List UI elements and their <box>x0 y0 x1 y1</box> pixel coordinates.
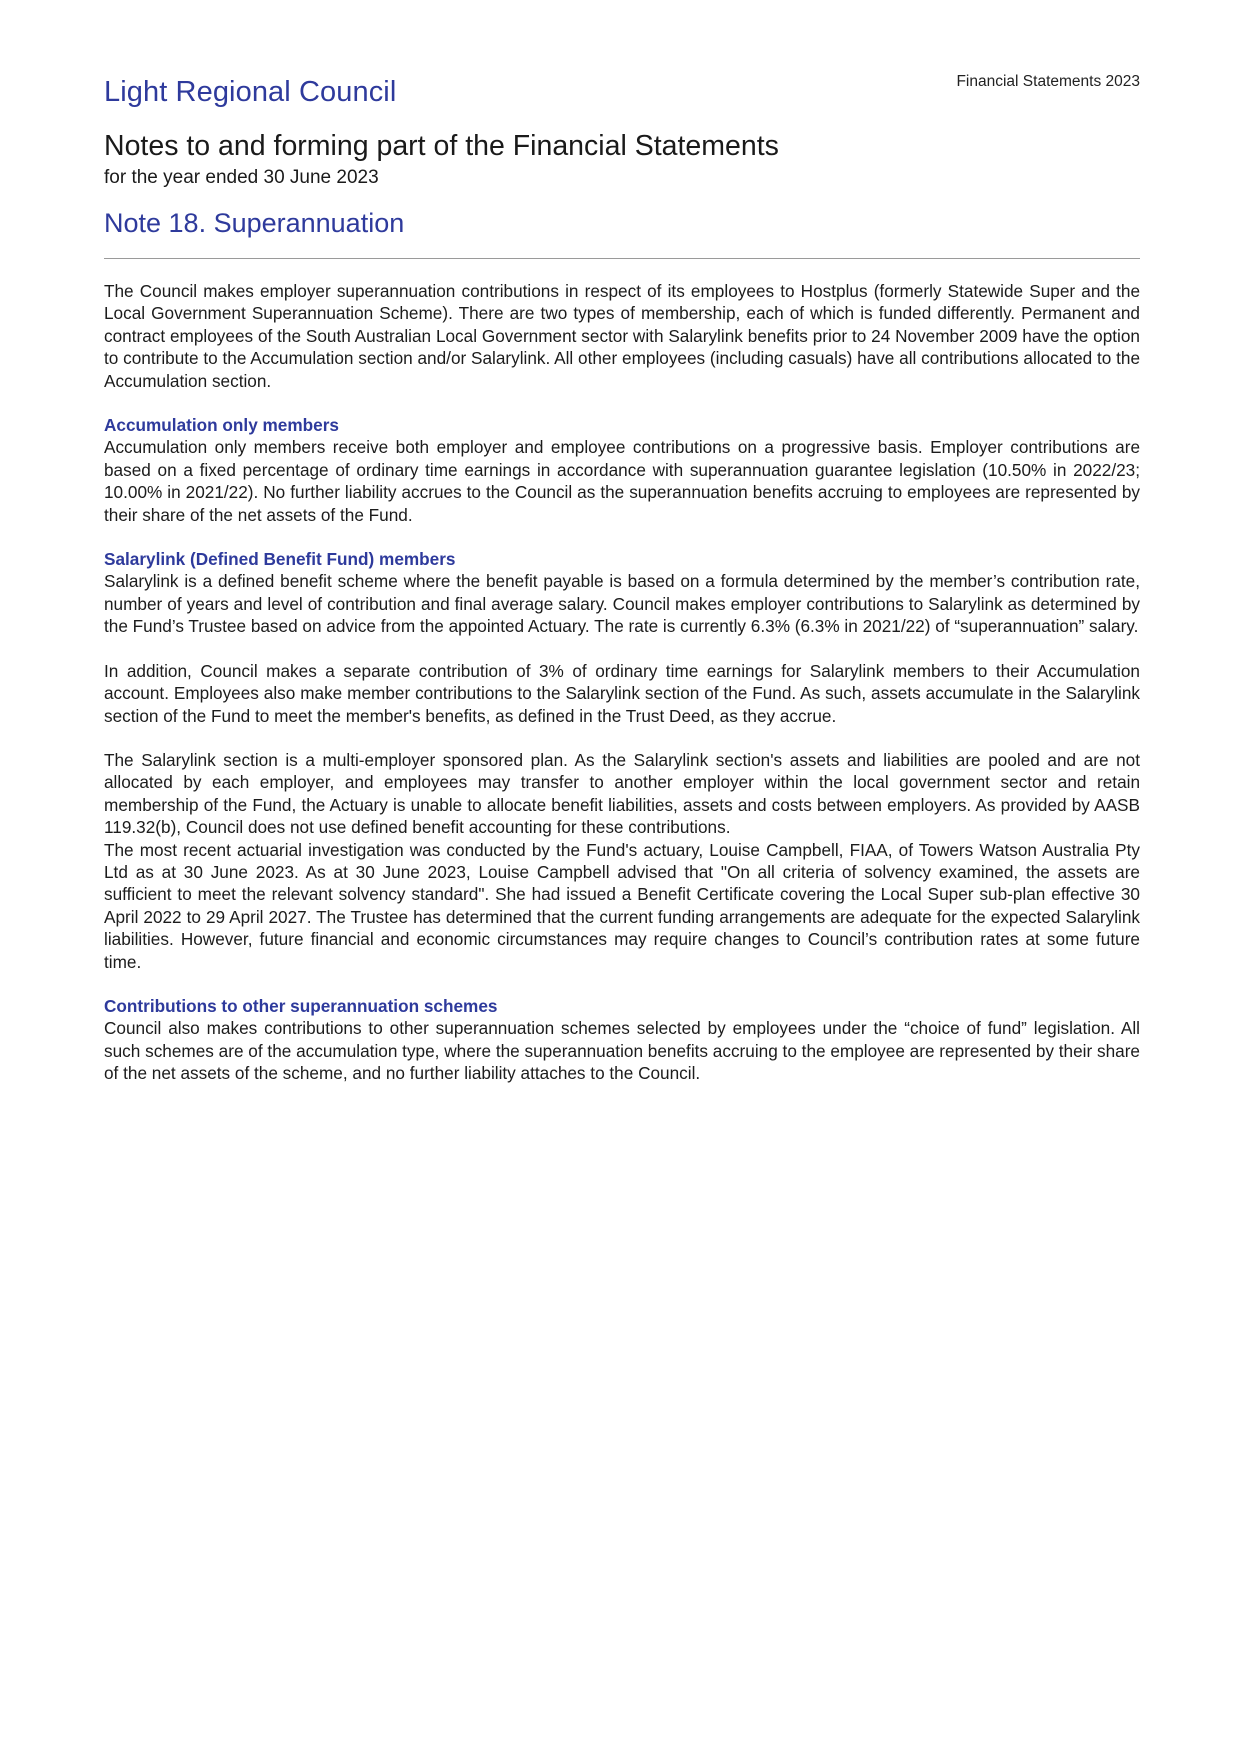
salarylink-heading: Salarylink (Defined Benefit Fund) members <box>104 549 456 570</box>
other-schemes-heading: Contributions to other superannuation schemes <box>104 995 498 1016</box>
spacer <box>104 526 1140 548</box>
salarylink-paragraph-4: The most recent actuarial investigation was conducted by the Fund's actuary, Louise Campbell, FIAA, of Towers Watson Australia Pty Ltd as at 30 June 2023. As at 30 June 2023, Louise Campbell advised that "On all criteria of solvency examined, the assets are sufficient to meet the relevant solvency standard". She had issued a Benefit Certificate covering the Local Super sub-plan effective 30 April 2022 to 29 April 2027. The Trustee has determined that the current funding arrangements are adequate for the expected Salarylink liabilities. However, future financial and economic circumstances may require changes to Council’s contribution rates at some future time. <box>104 839 1140 972</box>
salarylink-paragraph-3: The Salarylink section is a multi-employer sponsored plan. As the Salarylink section's assets and liabilities are pooled and are not allocated by each employer, and employees may transfer to another employer within the local government sector and retain membership of the Fund, the Actuary is unable to allocate benefit liabilities, assets and costs between employers. As provided by AASB 119.32(b), Council does not use defined benefit accounting for these contributions. <box>104 749 1140 838</box>
header-divider <box>104 258 1140 259</box>
accumulation-paragraph: Accumulation only members receive both employer and employee contributions on a progressive basis. Employer contributions are based on a fixed percentage of ordinary time earnings in accordance with superannuation guarantee legislation (10.50% in 2022/23; 10.00% in 2021/22). No further liability accrues to the Council as the superannuation benefits accruing to employees are represented by their share of the net assets of the Fund. <box>104 437 1140 525</box>
spacer <box>104 392 1140 414</box>
note-body <box>104 280 1140 1085</box>
document-subtitle: for the year ended 30 June 2023 <box>104 167 379 188</box>
spacer <box>104 638 1140 660</box>
note-title: Note 18. Superannuation <box>104 208 405 238</box>
other-schemes-paragraph: Council also makes contributions to other superannuation schemes selected by employees under the “choice of fund” legislation. All such schemes are of the accumulation type, where the superannuation benefits accruing to the employee are represented by their share of the net assets of the scheme, and no further liability attaches to the Council. <box>104 1018 1140 1084</box>
report-name: Financial Statements 2023 <box>956 73 1140 90</box>
intro-paragraph: The Council makes employer superannuation contributions in respect of its employees to Hostplus (formerly Statewide Super and the Local Government Superannuation Scheme). There are two types of membership, each of which is funded differently. Permanent and contract employees of the South Australian Local Government sector with Salarylink benefits prior to 24 November 2009 have the option to contribute to the Accumulation section and/or Salarylink. All other employees (including casuals) have all contributions allocated to the Accumulation section. <box>104 281 1140 391</box>
spacer <box>104 727 1140 749</box>
salarylink-paragraph-1: Salarylink is a defined benefit scheme where the benefit payable is based on a formula determined by the member’s contribution rate, number of years and level of contribution and final average salary. Council makes employer contributions to Salarylink as determined by the Fund’s Trustee based on advice from the appointed Actuary. The rate is currently 6.3% (6.3% in 2021/22) of “superannuation” salary. <box>104 571 1140 637</box>
accumulation-heading: Accumulation only members <box>104 415 339 436</box>
document-title: Notes to and forming part of the Financial Statements <box>104 130 779 162</box>
spacer <box>104 973 1140 995</box>
salarylink-paragraph-2: In addition, Council makes a separate contribution of 3% of ordinary time earnings for Salarylink members to their Accumulation account. Employees also make member contributions to the Salarylink section of the Fund. As such, assets accumulate in the Salarylink section of the Fund to meet the member's benefits, as defined in the Trust Deed, as they accrue. <box>104 660 1140 726</box>
council-name: Light Regional Council <box>104 76 397 108</box>
